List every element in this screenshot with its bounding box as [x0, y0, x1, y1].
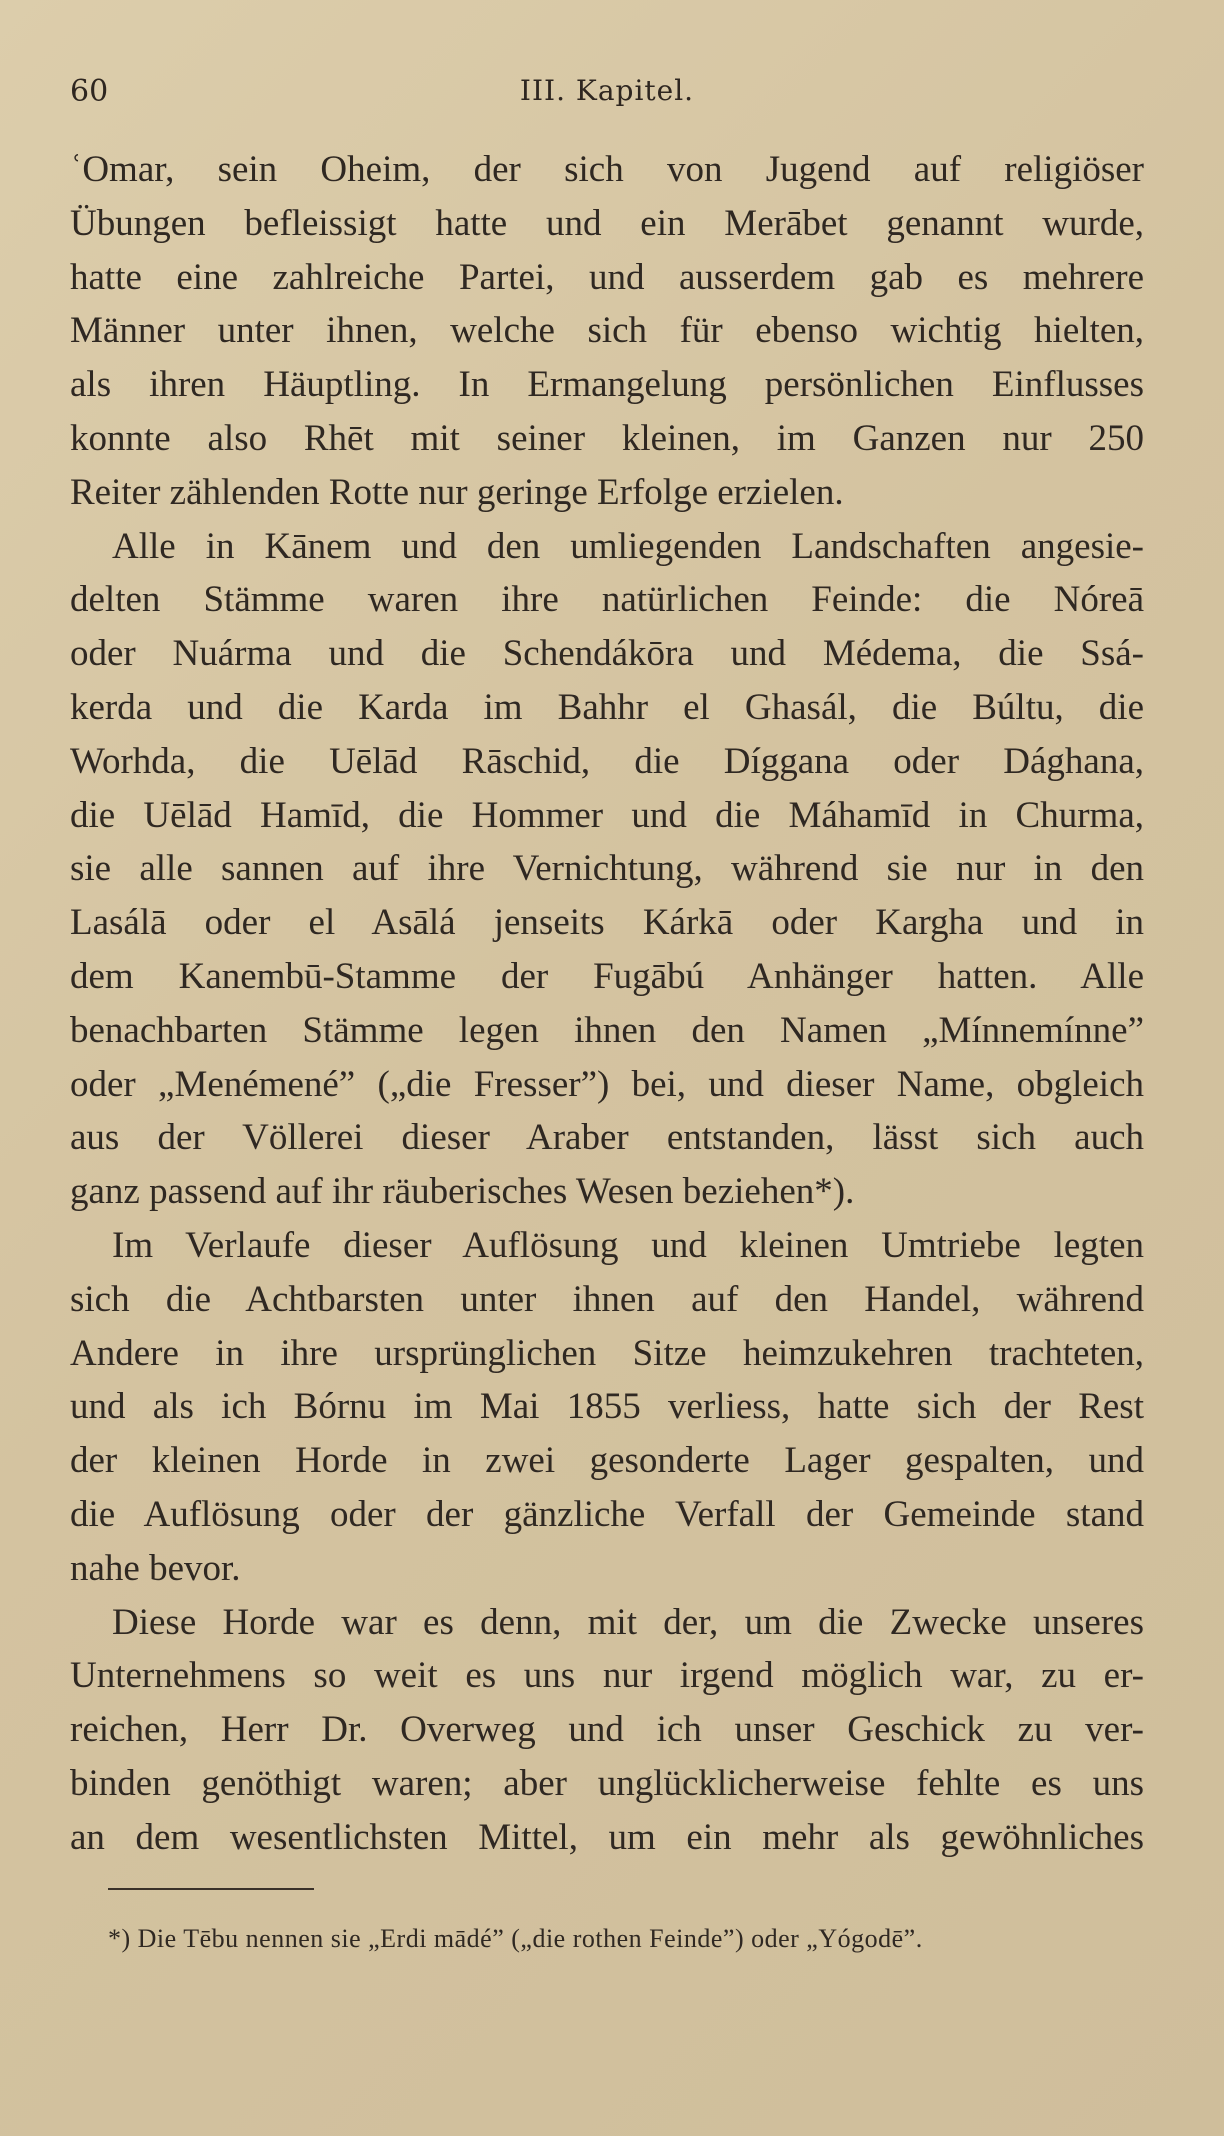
text-line: die Uēlād Hamīd, die Hommer und die Máhamīd in Churma,: [70, 794, 1144, 836]
text-line: reichen, Herr Dr. Overweg und ich unser Geschick zu ver-: [70, 1709, 1144, 1751]
text-line: die Auflösung oder der gänzliche Verfall der Gemeinde stand: [70, 1493, 1144, 1535]
text-line: benachbarten Stämme legen ihnen den Namen „Mínnemínne”: [70, 1009, 1144, 1051]
text-line: Reiter zählenden Rotte nur geringe Erfolge erzielen.: [70, 471, 844, 513]
text-line: sie alle sannen auf ihre Vernichtung, während sie nur in den: [70, 848, 1144, 890]
text-line: Übungen befleissigt hatte und ein Merābet genannt wurde,: [70, 202, 1144, 244]
text-line: Andere in ihre ursprünglichen Sitze heimzukehren trachteten,: [70, 1332, 1144, 1374]
text-line: delten Stämme waren ihre natürlichen Feinde: die Nóreā: [70, 579, 1144, 621]
text-line: aus der Völlerei dieser Araber entstanden, lässt sich auch: [70, 1117, 1144, 1159]
text-line: binden genöthigt waren; aber unglücklicherweise fehlte es uns: [70, 1762, 1144, 1804]
text-line: Alle in Kānem und den umliegenden Landschaften angesie-: [112, 525, 1144, 567]
text-line: Diese Horde war es denn, mit der, um die Zwecke unseres: [112, 1601, 1144, 1643]
text-line: ganz passend auf ihr räuberisches Wesen beziehen*).: [70, 1171, 855, 1213]
text-line: Worhda, die Uēlād Rāschid, die Díggana oder Dághana,: [70, 740, 1144, 782]
text-line: Lasálā oder el Asālá jenseits Kárkā oder Kargha und in: [70, 902, 1144, 944]
text-line: als ihren Häuptling. In Ermangelung persönlichen Einflusses: [70, 364, 1144, 406]
text-line: oder Nuárma und die Schendákōra und Médema, die Ssá-: [70, 633, 1144, 675]
text-line: dem Kanembū-Stamme der Fugābú Anhänger hatten. Alle: [70, 955, 1144, 997]
text-line: kerda und die Karda im Bahhr el Ghasál, die Búltu, die: [70, 686, 1144, 728]
text-line: sich die Achtbarsten unter ihnen auf den Handel, während: [70, 1278, 1144, 1320]
footnote-divider: [108, 1888, 314, 1890]
text-line: der kleinen Horde in zwei gesonderte Lager gespalten, und: [70, 1440, 1144, 1482]
text-line: hatte eine zahlreiche Partei, und ausserdem gab es mehrere: [70, 256, 1144, 298]
text-line: nahe bevor.: [70, 1547, 241, 1589]
page-number: 60: [70, 74, 109, 109]
running-title: III. Kapitel.: [519, 74, 695, 107]
text-line: und als ich Bórnu im Mai 1855 verliess, hatte sich der Rest: [70, 1386, 1144, 1428]
footnote: *) Die Tēbu nennen sie „Erdi mādé” („die rothen Feinde”) oder „Yógodē”.: [108, 1924, 923, 1953]
text-line: Unternehmens so weit es uns nur irgend möglich war, zu er-: [70, 1655, 1144, 1697]
text-line: oder „Menémené” („die Fresser”) bei, und dieser Name, obgleich: [70, 1063, 1144, 1105]
text-line: Männer unter ihnen, welche sich für ebenso wichtig hielten,: [70, 310, 1144, 352]
body-text: [70, 143, 1144, 1865]
text-line: Im Verlaufe dieser Auflösung und kleinen Umtriebe legten: [112, 1224, 1144, 1266]
text-line: an dem wesentlichsten Mittel, um ein mehr als gewöhnliches: [70, 1816, 1144, 1858]
page-header: [70, 74, 1144, 114]
text-line: konnte also Rhēt mit seiner kleinen, im Ganzen nur 250: [70, 417, 1144, 459]
text-line: ʿOmar, sein Oheim, der sich von Jugend auf religiöser: [70, 149, 1144, 190]
